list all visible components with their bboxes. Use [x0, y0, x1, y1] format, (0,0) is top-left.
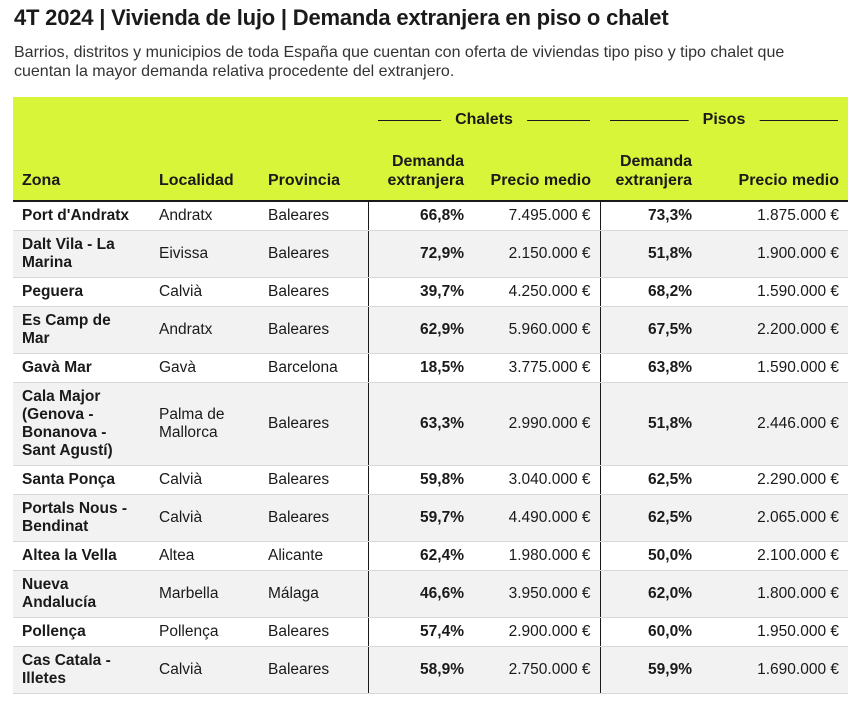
- table-row: [13, 201, 848, 231]
- cell-precio-piso: 1.950.000 €: [701, 618, 848, 647]
- cell-precio-piso: 1.590.000 €: [701, 278, 848, 307]
- cell-demanda-chalet: 59,7%: [368, 495, 473, 542]
- table-row: [13, 307, 848, 354]
- cell-provincia: Baleares: [259, 278, 368, 307]
- cell-demanda-chalet: 66,8%: [368, 201, 473, 231]
- cell-provincia: Alicante: [259, 542, 368, 571]
- cell-precio-piso: 1.590.000 €: [701, 354, 848, 383]
- cell-demanda-chalet: 39,7%: [368, 278, 473, 307]
- cell-demanda-piso: 51,8%: [600, 383, 701, 466]
- cell-localidad: Calvià: [150, 278, 259, 307]
- cell-localidad: Palma de Mallorca: [150, 383, 259, 466]
- table-row: [13, 495, 848, 542]
- cell-provincia: Baleares: [259, 231, 368, 278]
- cell-zona: Altea la Vella: [13, 542, 150, 571]
- column-header[interactable]: Precio medio: [701, 137, 848, 201]
- cell-precio-piso: 2.100.000 €: [701, 542, 848, 571]
- cell-zona: Peguera: [13, 278, 150, 307]
- table-body: [13, 201, 848, 694]
- cell-zona: Nueva Andalucía: [13, 571, 150, 618]
- cell-demanda-piso: 63,8%: [600, 354, 701, 383]
- table-row: [13, 542, 848, 571]
- cell-provincia: Baleares: [259, 495, 368, 542]
- data-table-container[interactable]: [13, 97, 839, 701]
- column-header[interactable]: Demanda extranjera: [600, 137, 701, 201]
- cell-precio-chalet: 4.250.000 €: [473, 278, 600, 307]
- cell-demanda-piso: 67,5%: [600, 307, 701, 354]
- column-header[interactable]: Localidad: [150, 137, 259, 201]
- cell-demanda-chalet: 62,9%: [368, 307, 473, 354]
- cell-demanda-piso: 62,5%: [600, 466, 701, 495]
- cell-localidad: Gavà: [150, 354, 259, 383]
- cell-precio-chalet: 3.950.000 €: [473, 571, 600, 618]
- cell-provincia: Barcelona: [259, 354, 368, 383]
- cell-precio-chalet: 2.900.000 €: [473, 618, 600, 647]
- cell-demanda-chalet: 57,4%: [368, 618, 473, 647]
- cell-localidad: Andratx: [150, 307, 259, 354]
- cell-precio-piso: 1.900.000 €: [701, 231, 848, 278]
- column-header-row: [13, 137, 848, 201]
- cell-provincia: Baleares: [259, 383, 368, 466]
- table-row: [13, 383, 848, 466]
- cell-precio-chalet: 2.150.000 €: [473, 231, 600, 278]
- cell-demanda-piso: 60,0%: [600, 618, 701, 647]
- cell-localidad: Pollença: [150, 618, 259, 647]
- group-label: Pisos: [689, 111, 760, 129]
- cell-precio-chalet: 3.775.000 €: [473, 354, 600, 383]
- cell-demanda-piso: 62,0%: [600, 571, 701, 618]
- cell-demanda-chalet: 58,9%: [368, 647, 473, 694]
- cell-localidad: Eivissa: [150, 231, 259, 278]
- cell-precio-piso: 2.200.000 €: [701, 307, 848, 354]
- cell-zona: Cala Major (Genova - Bonanova - Sant Agustí): [13, 383, 150, 466]
- cell-localidad: Marbella: [150, 571, 259, 618]
- cell-precio-piso: 2.290.000 €: [701, 466, 848, 495]
- cell-zona: Santa Ponça: [13, 466, 150, 495]
- cell-precio-chalet: 2.750.000 €: [473, 647, 600, 694]
- cell-precio-piso: 1.800.000 €: [701, 571, 848, 618]
- cell-demanda-piso: 73,3%: [600, 201, 701, 231]
- cell-demanda-chalet: 46,6%: [368, 571, 473, 618]
- cell-provincia: Baleares: [259, 618, 368, 647]
- cell-localidad: Andratx: [150, 201, 259, 231]
- group-label: Chalets: [441, 111, 527, 129]
- cell-precio-piso: 1.875.000 €: [701, 201, 848, 231]
- cell-provincia: Baleares: [259, 307, 368, 354]
- cell-provincia: Málaga: [259, 571, 368, 618]
- table-row: [13, 278, 848, 307]
- cell-demanda-piso: 59,9%: [600, 647, 701, 694]
- column-header[interactable]: Demanda extranjera: [368, 137, 473, 201]
- cell-precio-chalet: 1.980.000 €: [473, 542, 600, 571]
- cell-demanda-chalet: 72,9%: [368, 231, 473, 278]
- cell-zona: Gavà Mar: [13, 354, 150, 383]
- cell-zona: Portals Nous - Bendinat: [13, 495, 150, 542]
- cell-precio-chalet: 2.990.000 €: [473, 383, 600, 466]
- chart-subtitle: Barrios, distritos y municipios de toda España que cuentan con oferta de viviendas tipo piso y tipo chalet que cuentan la mayor demanda relativa procedente del extranjero.: [14, 44, 785, 80]
- cell-demanda-chalet: 18,5%: [368, 354, 473, 383]
- cell-zona: Pollença: [13, 618, 150, 647]
- chart-title: 4T 2024 | Vivienda de lujo | Demanda extranjera en piso o chalet: [14, 5, 669, 30]
- group-header-empty: [13, 97, 368, 137]
- table-row: [13, 571, 848, 618]
- cell-provincia: Baleares: [259, 201, 368, 231]
- cell-demanda-piso: 68,2%: [600, 278, 701, 307]
- column-header[interactable]: Zona: [13, 137, 150, 201]
- cell-demanda-chalet: 62,4%: [368, 542, 473, 571]
- cell-provincia: Baleares: [259, 466, 368, 495]
- cell-demanda-chalet: 59,8%: [368, 466, 473, 495]
- table-row: [13, 647, 848, 694]
- cell-zona: Cas Catala - Illetes: [13, 647, 150, 694]
- table-row: [13, 354, 848, 383]
- table-row: [13, 231, 848, 278]
- cell-precio-chalet: 7.495.000 €: [473, 201, 600, 231]
- cell-precio-piso: 2.446.000 €: [701, 383, 848, 466]
- cell-localidad: Altea: [150, 542, 259, 571]
- column-header[interactable]: Provincia: [259, 137, 368, 201]
- cell-precio-piso: 2.065.000 €: [701, 495, 848, 542]
- cell-demanda-chalet: 63,3%: [368, 383, 473, 466]
- cell-zona: Es Camp de Mar: [13, 307, 150, 354]
- cell-zona: Port d'Andratx: [13, 201, 150, 231]
- cell-zona: Dalt Vila - La Marina: [13, 231, 150, 278]
- data-table: [13, 97, 848, 694]
- column-header[interactable]: Precio medio: [473, 137, 600, 201]
- cell-localidad: Calvià: [150, 466, 259, 495]
- cell-precio-chalet: 4.490.000 €: [473, 495, 600, 542]
- group-header-pisos: [600, 97, 848, 137]
- cell-precio-piso: 1.690.000 €: [701, 647, 848, 694]
- cell-localidad: Calvià: [150, 647, 259, 694]
- cell-localidad: Calvià: [150, 495, 259, 542]
- table-row: [13, 466, 848, 495]
- table-row: [13, 618, 848, 647]
- cell-precio-chalet: 3.040.000 €: [473, 466, 600, 495]
- cell-demanda-piso: 50,0%: [600, 542, 701, 571]
- cell-demanda-piso: 62,5%: [600, 495, 701, 542]
- group-header-row: [13, 97, 848, 137]
- cell-demanda-piso: 51,8%: [600, 231, 701, 278]
- cell-precio-chalet: 5.960.000 €: [473, 307, 600, 354]
- cell-provincia: Baleares: [259, 647, 368, 694]
- group-header-chalets: [368, 97, 600, 137]
